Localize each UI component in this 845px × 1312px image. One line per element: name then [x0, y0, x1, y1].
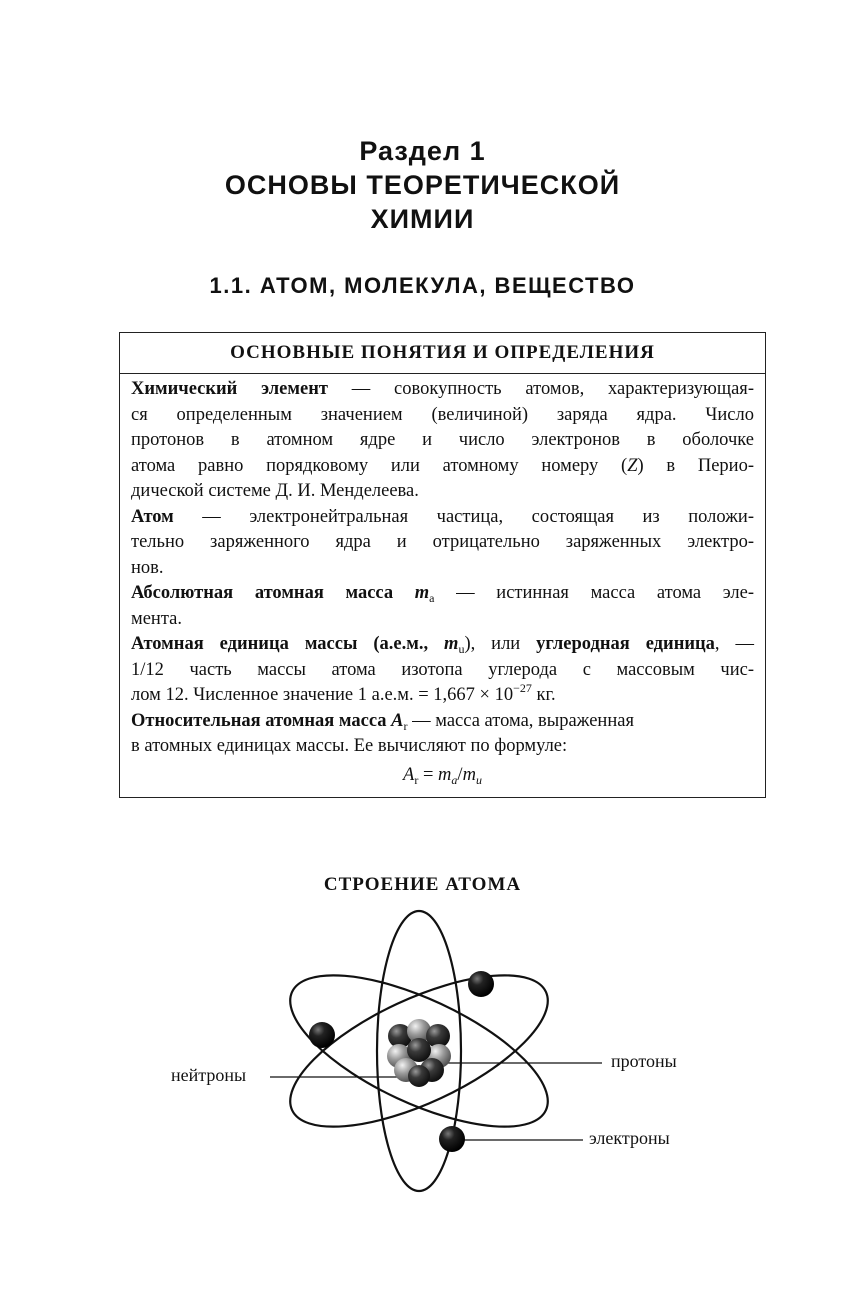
nucleon-neutron: [407, 1038, 431, 1062]
definition-element-line: Химический элемент — совокупность атомов, характеризующая-: [131, 379, 754, 399]
definition-text-line: протонов в атомном ядре и число электронов в оболочке: [131, 430, 754, 450]
definition-text-line: в атомных единицах массы. Ее вычисляют по формуле:: [131, 736, 568, 756]
definition-text-line: мента.: [131, 608, 182, 629]
definition-text-line: дической системе Д. И. Менделеева.: [131, 481, 419, 501]
definition-text-line: 1/12 часть массы атома изотопа углерода с массовым чис-: [131, 659, 754, 680]
definition-relmass-line: Относительная атомная масса $A_r$ — масса атома, выраженная: [131, 710, 634, 733]
term-absolute-mass: Абсолютная атомная масса m: [131, 583, 430, 603]
definition-atom-line: Атом — электронейтральная частица, состоящая из положи-: [131, 506, 754, 527]
term-atom: Атом: [131, 506, 174, 527]
term-carbon-unit: углеродная единица: [536, 634, 715, 654]
label-protons: протоны: [611, 1051, 677, 1071]
definition-absmass-line: Абсолютная атомная масса $m_a$ — истинная масса атома эле-: [131, 583, 754, 605]
section-title-line2: ХИМИИ: [370, 204, 475, 234]
label-electrons: электроны: [589, 1128, 670, 1148]
definition-text-line: атома равно порядковому или атомному номеру (Z) в Перио-: [131, 455, 754, 476]
definition-amu-line: Атомная единица массы (а.е.м., $m_u$), или углеродная единица, —: [131, 634, 754, 656]
term-amu: Атомная единица массы (а.е.м., m: [131, 634, 459, 654]
electron: [309, 1022, 335, 1048]
section-label: Раздел 1: [359, 136, 486, 166]
definition-text-line: лом 12. Численное значение 1 а.е.м. = $1,667 \times 10^{-27}$ кг.: [131, 681, 556, 705]
definitions-title: ОСНОВНЫЕ ПОНЯТИЯ И ОПРЕДЕЛЕНИЯ: [120, 333, 765, 374]
definition-text-line: тельно заряженного ядра и отрицательно заряженных электро-: [131, 532, 754, 552]
definition-text-line: нов.: [131, 557, 164, 578]
term-relative-mass: Относительная атомная масса A: [131, 710, 404, 731]
electron: [439, 1126, 465, 1152]
electron: [468, 971, 494, 997]
atom-structure-title: СТРОЕНИЕ АТОМА: [323, 874, 522, 895]
nucleon-neutron: [408, 1065, 430, 1087]
symbol-z: Z: [627, 455, 638, 476]
nucleus: [387, 1019, 451, 1087]
subsection-title: 1.1. АТОМ, МОЛЕКУЛА, ВЕЩЕСТВО: [209, 273, 636, 298]
relative-mass-formula: $A_r = m_a/m_u$: [403, 764, 482, 787]
section-title-line1: ОСНОВЫ ТЕОРЕТИЧЕСКОЙ: [224, 170, 621, 200]
label-neutrons: нейтроны: [171, 1065, 247, 1085]
term-chemical-element: Химический элемент: [131, 379, 328, 399]
definition-text-line: ся определенным значением (величиной) заряда ядра. Число: [131, 404, 754, 425]
